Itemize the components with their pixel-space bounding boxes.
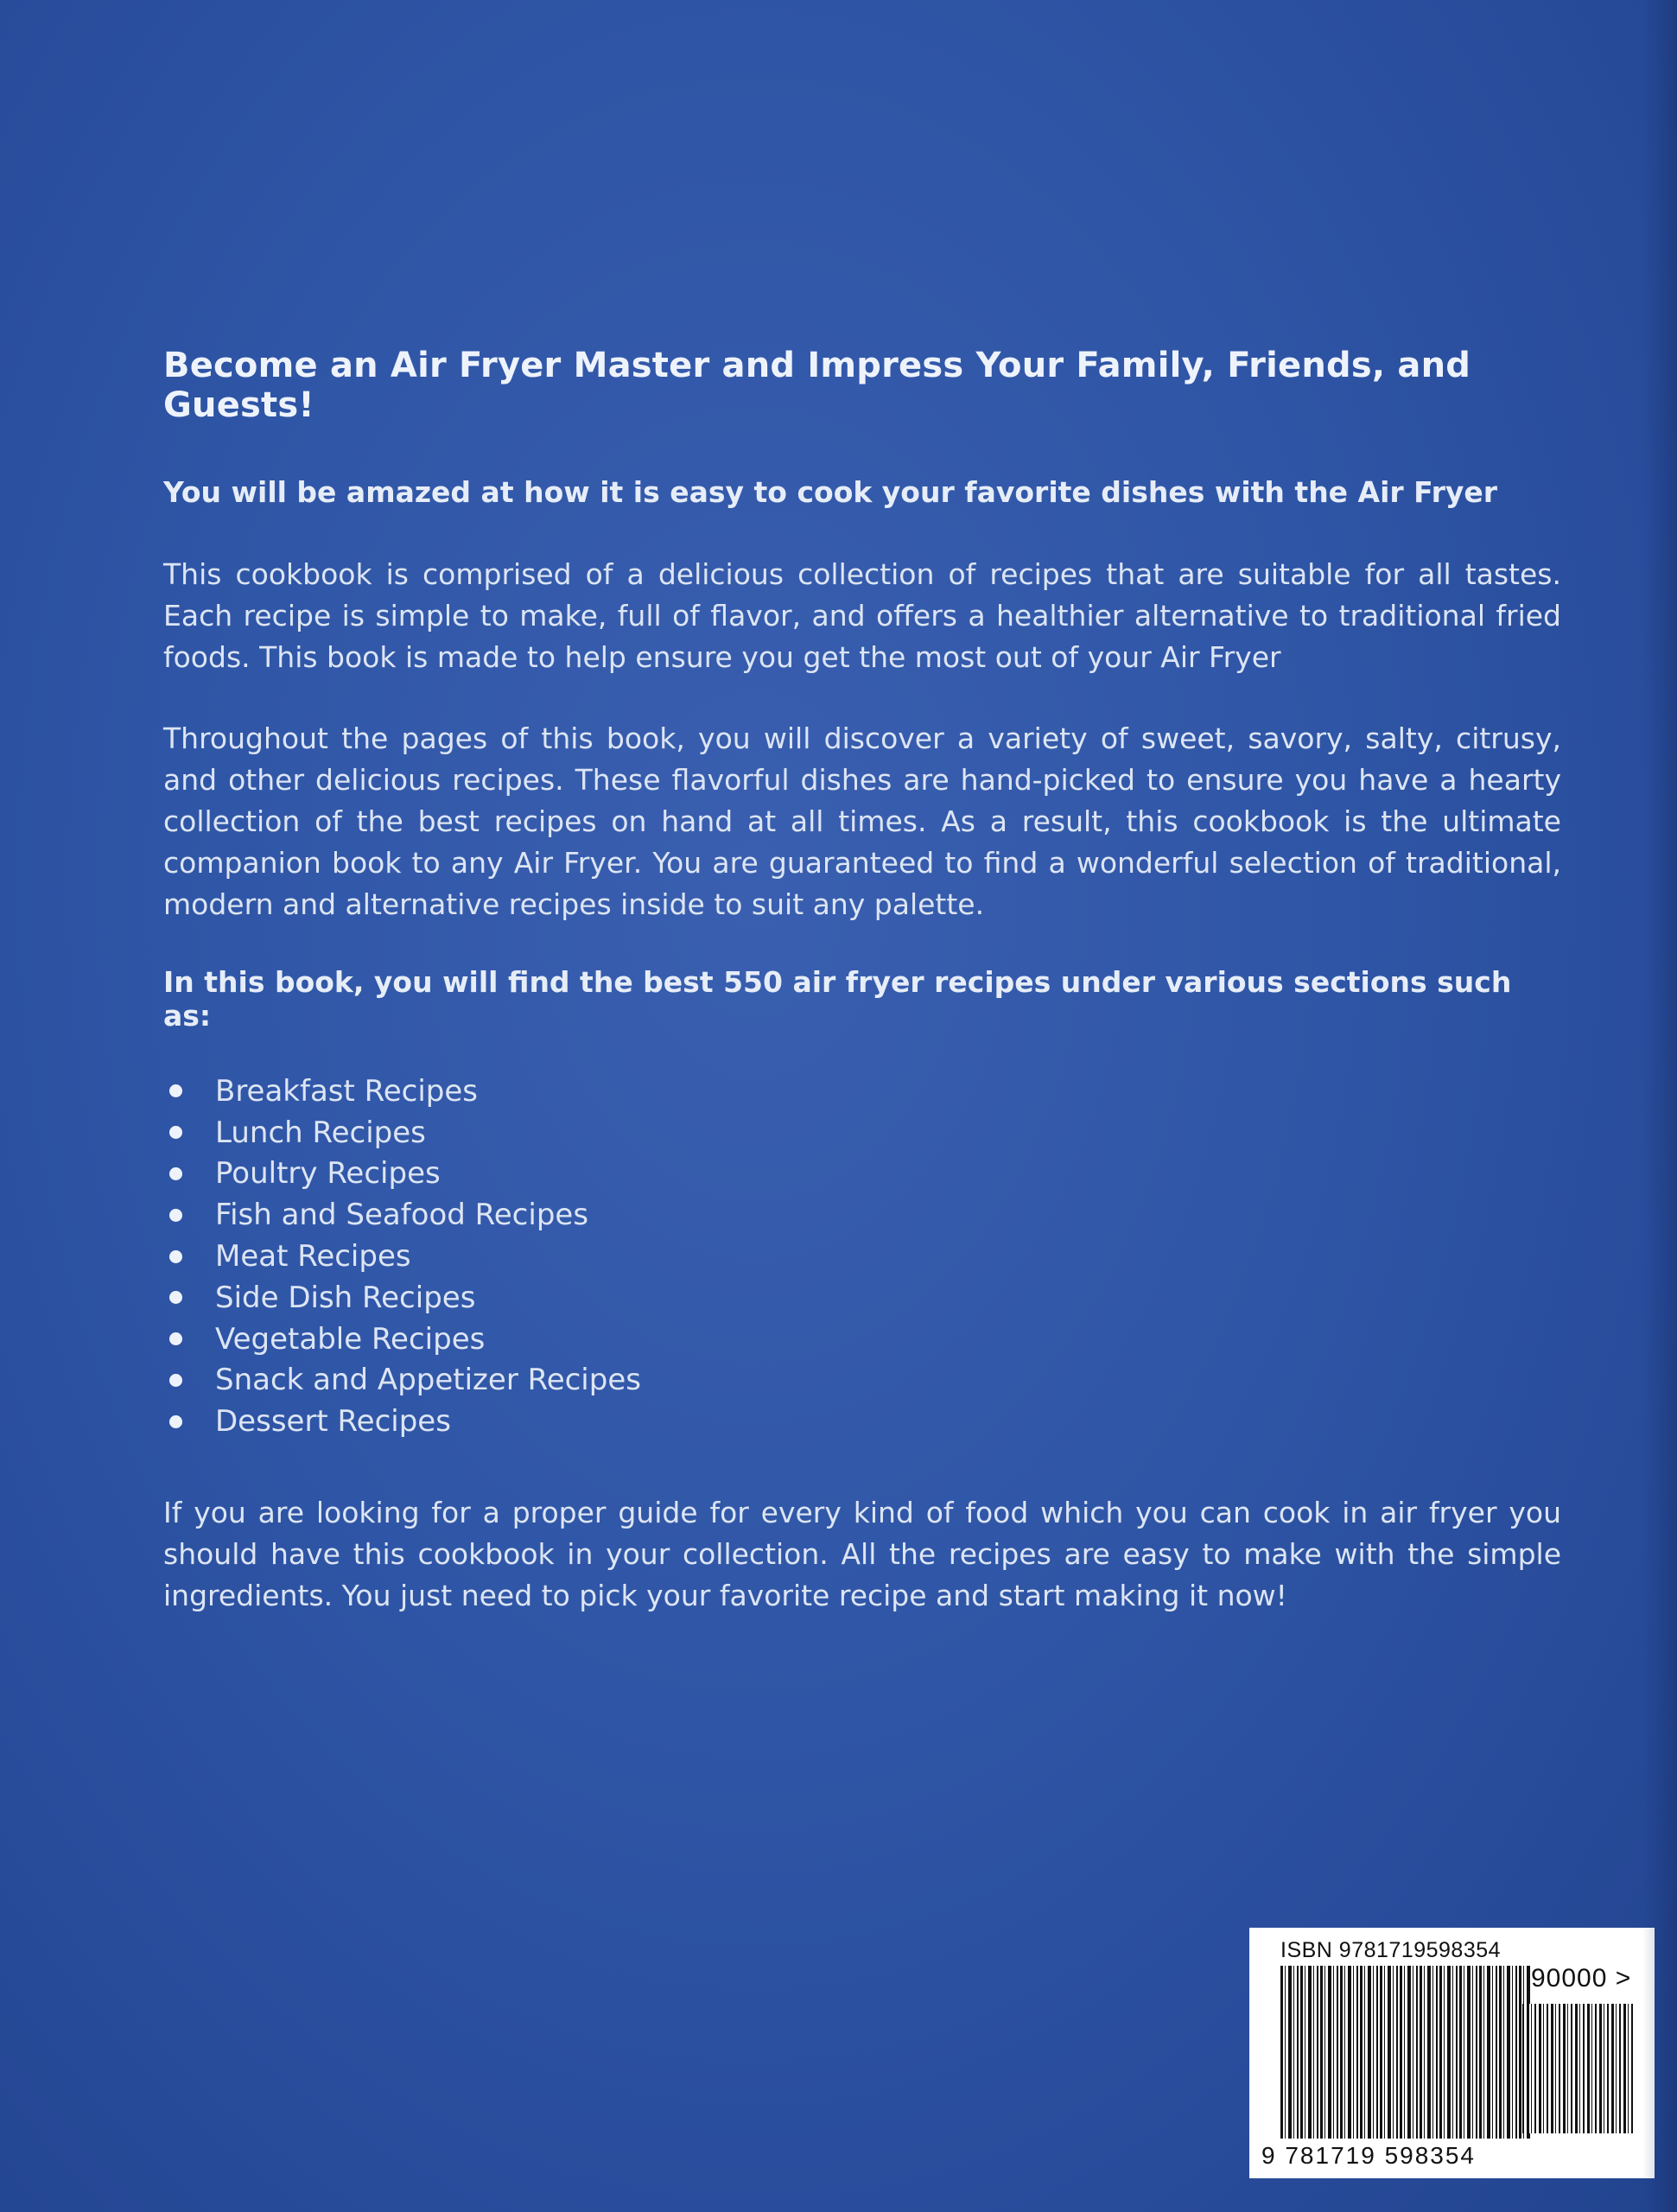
list-item xyxy=(163,1071,1561,1112)
bullet-icon xyxy=(169,1250,182,1263)
intro-paragraph: This cookbook is comprised of a delicious collection of recipes that are suitable for all tastes. Each recipe is simple to make, full of flavor, and offers a healthier alternative to traditional fried foods. This book is made to help ensure you get the most out of your Air Fryer xyxy=(163,557,1561,674)
list-item-label: Side Dish Recipes xyxy=(215,1280,476,1315)
bullet-icon xyxy=(169,1415,182,1428)
bullet-icon xyxy=(169,1332,182,1345)
list-item xyxy=(163,1277,1561,1319)
list-item xyxy=(163,1154,1561,1195)
bullet-icon xyxy=(169,1084,182,1097)
list-item-label: Dessert Recipes xyxy=(215,1404,451,1440)
list-item-label: Fish and Seafood Recipes xyxy=(215,1198,589,1233)
addon-barcode-bars xyxy=(1522,2004,1633,2133)
price-code: 90000 > xyxy=(1531,1964,1632,1993)
list-item xyxy=(163,1401,1561,1442)
sections-list xyxy=(163,1071,1561,1442)
list-item xyxy=(163,1236,1561,1277)
subheadline: You will be amazed at how it is easy to cook your favorite dishes with the Air Fryer xyxy=(163,475,1498,509)
list-item xyxy=(163,1360,1561,1402)
bullet-icon xyxy=(169,1291,182,1304)
list-item-label: Lunch Recipes xyxy=(215,1115,426,1150)
list-item-label: Vegetable Recipes xyxy=(215,1321,486,1357)
bullet-icon xyxy=(169,1167,182,1180)
list-item xyxy=(163,1194,1561,1236)
list-item-label: Meat Recipes xyxy=(215,1239,411,1274)
list-item-label: Snack and Appetizer Recipes xyxy=(215,1363,641,1398)
list-item xyxy=(163,1112,1561,1154)
list-item-label: Poultry Recipes xyxy=(215,1156,441,1192)
description-paragraph: Throughout the pages of this book, you will discover a variety of sweet, savory, salty, citrusy, and other delicious recipes. These flavorful dishes are hand-picked to ensure you have a hearty collection of the best recipes on hand at all times. As a result, this cookbook is the ultimate companion book to any Air Fryer. You are guaranteed to find a wonderful selection of traditional, modern and alternative recipes inside to suit any palette. xyxy=(163,721,1561,921)
isbn-label: ISBN 9781719598354 xyxy=(1280,1938,1502,1962)
back-cover-text xyxy=(163,346,1561,1656)
list-item-label: Breakfast Recipes xyxy=(215,1073,479,1109)
sections-lead: In this book, you will find the best 550 air fryer recipes under various sections such as: xyxy=(163,965,1512,1033)
isbn-barcode xyxy=(1249,1928,1655,2178)
list-item xyxy=(163,1319,1561,1360)
headline: Become an Air Fryer Master and Impress Your Family, Friends, and Guests! xyxy=(163,346,1471,425)
barcode-digits: 9 781719 598354 xyxy=(1261,2142,1476,2169)
bullet-icon xyxy=(169,1209,182,1222)
cover-edge-shadow xyxy=(1642,0,1677,2212)
bullet-icon xyxy=(169,1374,182,1387)
bullet-icon xyxy=(169,1126,182,1139)
barcode-bars xyxy=(1280,1966,1531,2139)
closing-paragraph: If you are looking for a proper guide for every kind of food which you can cook in air fryer you should have this cookbook in your collection. All the recipes are easy to make with the simple ingredients. You just need to pick your favorite recipe and start making it now! xyxy=(163,1496,1561,1613)
